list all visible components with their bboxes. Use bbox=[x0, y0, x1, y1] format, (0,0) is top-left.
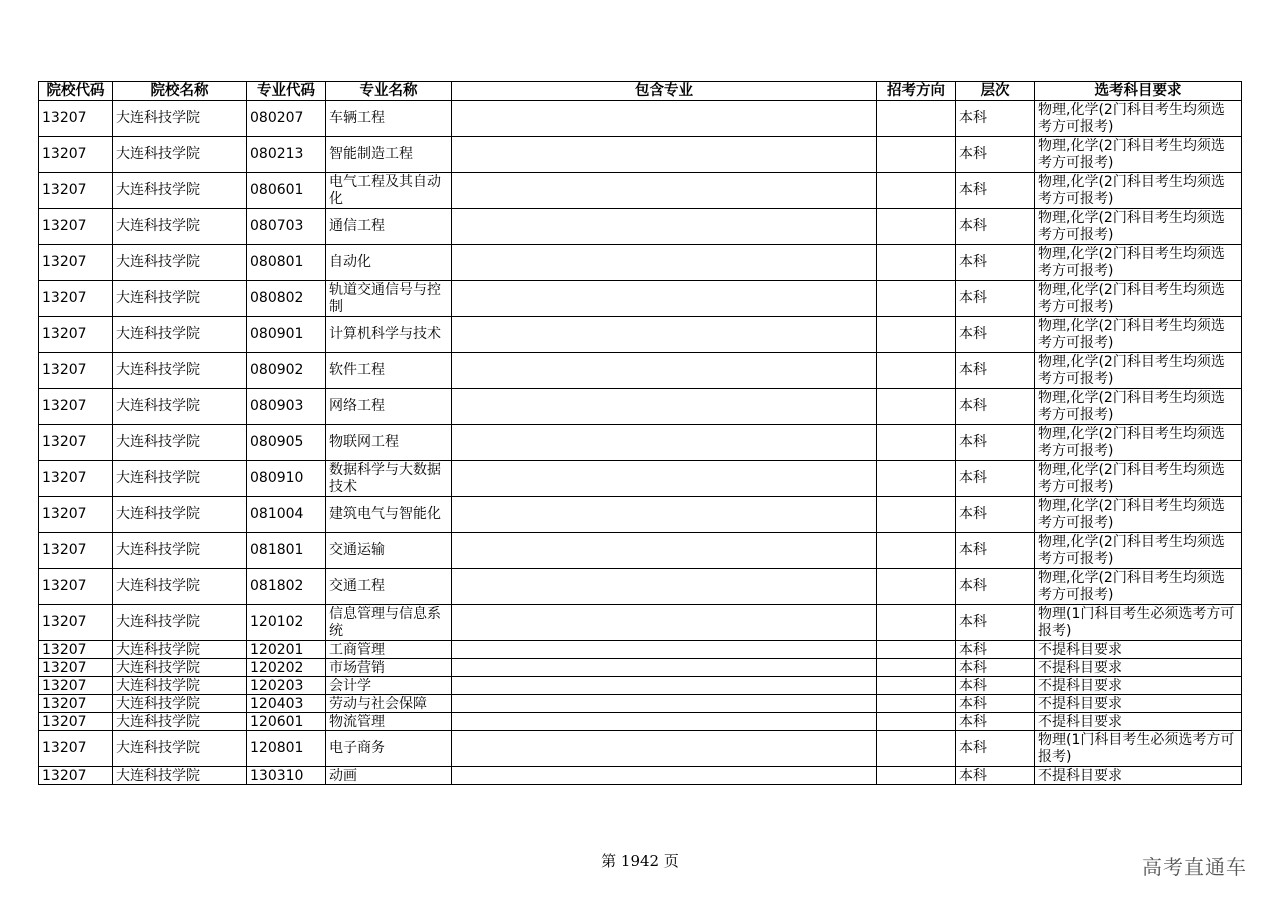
table-row bbox=[39, 281, 1242, 317]
table-row bbox=[39, 659, 1242, 677]
cell-major-name: 电子商务 bbox=[326, 731, 452, 767]
cell-subject-requirement: 不提科目要求 bbox=[1035, 659, 1242, 677]
cell-major-code: 081801 bbox=[247, 533, 326, 569]
cell-level: 本科 bbox=[956, 353, 1035, 389]
cell-major-code: 120201 bbox=[247, 641, 326, 659]
cell-included-majors bbox=[452, 173, 877, 209]
table-row bbox=[39, 173, 1242, 209]
cell-subject-requirement: 物理,化学(2门科目考生均须选考方可报考) bbox=[1035, 461, 1242, 497]
cell-direction bbox=[877, 695, 956, 713]
cell-direction bbox=[877, 353, 956, 389]
cell-included-majors bbox=[452, 137, 877, 173]
cell-subject-requirement: 物理,化学(2门科目考生均须选考方可报考) bbox=[1035, 425, 1242, 461]
table-body bbox=[39, 101, 1242, 785]
header-major-code: 专业代码 bbox=[247, 82, 326, 101]
header-level: 层次 bbox=[956, 82, 1035, 101]
cell-level: 本科 bbox=[956, 209, 1035, 245]
cell-major-name: 网络工程 bbox=[326, 389, 452, 425]
cell-direction bbox=[877, 533, 956, 569]
cell-major-code: 120601 bbox=[247, 713, 326, 731]
cell-level: 本科 bbox=[956, 245, 1035, 281]
cell-school-code: 13207 bbox=[39, 209, 113, 245]
table-row bbox=[39, 137, 1242, 173]
cell-school-name: 大连科技学院 bbox=[113, 767, 247, 785]
cell-major-code: 081802 bbox=[247, 569, 326, 605]
cell-school-code: 13207 bbox=[39, 677, 113, 695]
cell-school-name: 大连科技学院 bbox=[113, 137, 247, 173]
cell-subject-requirement: 物理,化学(2门科目考生均须选考方可报考) bbox=[1035, 569, 1242, 605]
cell-school-code: 13207 bbox=[39, 461, 113, 497]
cell-subject-requirement: 物理(1门科目考生必须选考方可报考) bbox=[1035, 605, 1242, 641]
cell-school-code: 13207 bbox=[39, 767, 113, 785]
page-number: 第 1942 页 bbox=[601, 852, 679, 870]
cell-major-name: 通信工程 bbox=[326, 209, 452, 245]
cell-school-code: 13207 bbox=[39, 389, 113, 425]
cell-included-majors bbox=[452, 389, 877, 425]
cell-major-name: 电气工程及其自动化 bbox=[326, 173, 452, 209]
cell-major-name: 物流管理 bbox=[326, 713, 452, 731]
cell-subject-requirement: 物理,化学(2门科目考生均须选考方可报考) bbox=[1035, 533, 1242, 569]
cell-direction bbox=[877, 101, 956, 137]
cell-level: 本科 bbox=[956, 569, 1035, 605]
cell-subject-requirement: 物理,化学(2门科目考生均须选考方可报考) bbox=[1035, 173, 1242, 209]
cell-major-code: 080902 bbox=[247, 353, 326, 389]
cell-included-majors bbox=[452, 605, 877, 641]
cell-level: 本科 bbox=[956, 281, 1035, 317]
cell-included-majors bbox=[452, 281, 877, 317]
header-included-majors: 包含专业 bbox=[452, 82, 877, 101]
cell-included-majors bbox=[452, 101, 877, 137]
cell-direction bbox=[877, 569, 956, 605]
cell-included-majors bbox=[452, 353, 877, 389]
header-major-name: 专业名称 bbox=[326, 82, 452, 101]
table-row bbox=[39, 695, 1242, 713]
table-row bbox=[39, 353, 1242, 389]
cell-school-name: 大连科技学院 bbox=[113, 677, 247, 695]
table-row bbox=[39, 767, 1242, 785]
cell-major-name: 工商管理 bbox=[326, 641, 452, 659]
cell-level: 本科 bbox=[956, 767, 1035, 785]
cell-school-code: 13207 bbox=[39, 101, 113, 137]
cell-subject-requirement: 物理,化学(2门科目考生均须选考方可报考) bbox=[1035, 101, 1242, 137]
cell-direction bbox=[877, 137, 956, 173]
cell-major-name: 计算机科学与技术 bbox=[326, 317, 452, 353]
cell-school-name: 大连科技学院 bbox=[113, 497, 247, 533]
cell-included-majors bbox=[452, 659, 877, 677]
cell-direction bbox=[877, 461, 956, 497]
cell-subject-requirement: 不提科目要求 bbox=[1035, 641, 1242, 659]
cell-major-name: 信息管理与信息系统 bbox=[326, 605, 452, 641]
cell-major-name: 物联网工程 bbox=[326, 425, 452, 461]
cell-level: 本科 bbox=[956, 713, 1035, 731]
cell-school-name: 大连科技学院 bbox=[113, 425, 247, 461]
cell-major-name: 交通工程 bbox=[326, 569, 452, 605]
cell-school-code: 13207 bbox=[39, 713, 113, 731]
cell-major-name: 自动化 bbox=[326, 245, 452, 281]
cell-major-code: 080703 bbox=[247, 209, 326, 245]
cell-direction bbox=[877, 713, 956, 731]
cell-major-code: 080905 bbox=[247, 425, 326, 461]
cell-direction bbox=[877, 389, 956, 425]
cell-major-code: 080601 bbox=[247, 173, 326, 209]
cell-included-majors bbox=[452, 317, 877, 353]
table-row bbox=[39, 533, 1242, 569]
cell-direction bbox=[877, 281, 956, 317]
cell-subject-requirement: 物理,化学(2门科目考生均须选考方可报考) bbox=[1035, 353, 1242, 389]
table-row bbox=[39, 317, 1242, 353]
cell-direction bbox=[877, 731, 956, 767]
cell-major-code: 120801 bbox=[247, 731, 326, 767]
cell-major-name: 劳动与社会保障 bbox=[326, 695, 452, 713]
cell-direction bbox=[877, 767, 956, 785]
cell-major-code: 120102 bbox=[247, 605, 326, 641]
cell-major-code: 080802 bbox=[247, 281, 326, 317]
cell-level: 本科 bbox=[956, 425, 1035, 461]
cell-level: 本科 bbox=[956, 641, 1035, 659]
cell-subject-requirement: 物理,化学(2门科目考生均须选考方可报考) bbox=[1035, 209, 1242, 245]
cell-school-code: 13207 bbox=[39, 137, 113, 173]
cell-direction bbox=[877, 209, 956, 245]
cell-level: 本科 bbox=[956, 173, 1035, 209]
cell-school-code: 13207 bbox=[39, 281, 113, 317]
cell-school-name: 大连科技学院 bbox=[113, 281, 247, 317]
cell-school-name: 大连科技学院 bbox=[113, 353, 247, 389]
table-row bbox=[39, 461, 1242, 497]
cell-included-majors bbox=[452, 641, 877, 659]
cell-school-name: 大连科技学院 bbox=[113, 317, 247, 353]
cell-included-majors bbox=[452, 731, 877, 767]
cell-major-code: 080207 bbox=[247, 101, 326, 137]
cell-school-code: 13207 bbox=[39, 641, 113, 659]
cell-level: 本科 bbox=[956, 317, 1035, 353]
cell-major-code: 080910 bbox=[247, 461, 326, 497]
cell-subject-requirement: 物理,化学(2门科目考生均须选考方可报考) bbox=[1035, 281, 1242, 317]
cell-subject-requirement: 不提科目要求 bbox=[1035, 713, 1242, 731]
cell-major-code: 080901 bbox=[247, 317, 326, 353]
cell-major-name: 软件工程 bbox=[326, 353, 452, 389]
header-school-code: 院校代码 bbox=[39, 82, 113, 101]
cell-level: 本科 bbox=[956, 659, 1035, 677]
cell-major-name: 智能制造工程 bbox=[326, 137, 452, 173]
cell-school-name: 大连科技学院 bbox=[113, 209, 247, 245]
cell-major-name: 市场营销 bbox=[326, 659, 452, 677]
cell-school-code: 13207 bbox=[39, 425, 113, 461]
cell-major-name: 会计学 bbox=[326, 677, 452, 695]
cell-school-name: 大连科技学院 bbox=[113, 605, 247, 641]
table-row bbox=[39, 677, 1242, 695]
cell-school-name: 大连科技学院 bbox=[113, 173, 247, 209]
cell-level: 本科 bbox=[956, 677, 1035, 695]
cell-major-code: 081004 bbox=[247, 497, 326, 533]
cell-school-code: 13207 bbox=[39, 497, 113, 533]
cell-major-code: 120203 bbox=[247, 677, 326, 695]
cell-school-code: 13207 bbox=[39, 695, 113, 713]
cell-major-code: 080903 bbox=[247, 389, 326, 425]
table-row bbox=[39, 605, 1242, 641]
cell-level: 本科 bbox=[956, 101, 1035, 137]
cell-included-majors bbox=[452, 461, 877, 497]
cell-direction bbox=[877, 173, 956, 209]
cell-school-name: 大连科技学院 bbox=[113, 569, 247, 605]
cell-school-name: 大连科技学院 bbox=[113, 659, 247, 677]
cell-included-majors bbox=[452, 245, 877, 281]
cell-subject-requirement: 物理,化学(2门科目考生均须选考方可报考) bbox=[1035, 137, 1242, 173]
cell-level: 本科 bbox=[956, 695, 1035, 713]
table-row bbox=[39, 569, 1242, 605]
cell-major-code: 120403 bbox=[247, 695, 326, 713]
cell-subject-requirement: 物理,化学(2门科目考生均须选考方可报考) bbox=[1035, 245, 1242, 281]
cell-included-majors bbox=[452, 569, 877, 605]
cell-included-majors bbox=[452, 497, 877, 533]
cell-school-code: 13207 bbox=[39, 533, 113, 569]
cell-school-name: 大连科技学院 bbox=[113, 695, 247, 713]
cell-subject-requirement: 不提科目要求 bbox=[1035, 677, 1242, 695]
cell-subject-requirement: 物理,化学(2门科目考生均须选考方可报考) bbox=[1035, 389, 1242, 425]
table-row bbox=[39, 389, 1242, 425]
cell-subject-requirement: 不提科目要求 bbox=[1035, 767, 1242, 785]
table-row bbox=[39, 245, 1242, 281]
cell-direction bbox=[877, 425, 956, 461]
cell-major-name: 数据科学与大数据技术 bbox=[326, 461, 452, 497]
cell-direction bbox=[877, 659, 956, 677]
cell-school-code: 13207 bbox=[39, 731, 113, 767]
cell-school-name: 大连科技学院 bbox=[113, 713, 247, 731]
cell-major-name: 交通运输 bbox=[326, 533, 452, 569]
cell-major-name: 动画 bbox=[326, 767, 452, 785]
cell-direction bbox=[877, 677, 956, 695]
cell-direction bbox=[877, 605, 956, 641]
cell-school-name: 大连科技学院 bbox=[113, 101, 247, 137]
header-direction: 招考方向 bbox=[877, 82, 956, 101]
cell-major-code: 080801 bbox=[247, 245, 326, 281]
cell-school-code: 13207 bbox=[39, 353, 113, 389]
cell-level: 本科 bbox=[956, 461, 1035, 497]
cell-school-code: 13207 bbox=[39, 569, 113, 605]
cell-included-majors bbox=[452, 209, 877, 245]
table-row bbox=[39, 425, 1242, 461]
cell-included-majors bbox=[452, 677, 877, 695]
table-row bbox=[39, 641, 1242, 659]
cell-school-name: 大连科技学院 bbox=[113, 461, 247, 497]
cell-major-code: 120202 bbox=[247, 659, 326, 677]
cell-direction bbox=[877, 245, 956, 281]
cell-school-code: 13207 bbox=[39, 605, 113, 641]
table-row bbox=[39, 497, 1242, 533]
cell-subject-requirement: 物理(1门科目考生必须选考方可报考) bbox=[1035, 731, 1242, 767]
table-row bbox=[39, 101, 1242, 137]
table-row bbox=[39, 209, 1242, 245]
cell-subject-requirement: 物理,化学(2门科目考生均须选考方可报考) bbox=[1035, 497, 1242, 533]
cell-school-name: 大连科技学院 bbox=[113, 731, 247, 767]
cell-major-code: 080213 bbox=[247, 137, 326, 173]
cell-level: 本科 bbox=[956, 533, 1035, 569]
cell-subject-requirement: 不提科目要求 bbox=[1035, 695, 1242, 713]
header-subject-requirement: 选考科目要求 bbox=[1035, 82, 1242, 101]
cell-subject-requirement: 物理,化学(2门科目考生均须选考方可报考) bbox=[1035, 317, 1242, 353]
cell-included-majors bbox=[452, 425, 877, 461]
cell-level: 本科 bbox=[956, 731, 1035, 767]
cell-major-code: 130310 bbox=[247, 767, 326, 785]
cell-school-code: 13207 bbox=[39, 659, 113, 677]
cell-included-majors bbox=[452, 713, 877, 731]
cell-included-majors bbox=[452, 533, 877, 569]
cell-school-code: 13207 bbox=[39, 245, 113, 281]
cell-level: 本科 bbox=[956, 497, 1035, 533]
table-row bbox=[39, 731, 1242, 767]
cell-school-name: 大连科技学院 bbox=[113, 245, 247, 281]
cell-level: 本科 bbox=[956, 389, 1035, 425]
cell-included-majors bbox=[452, 767, 877, 785]
header-school-name: 院校名称 bbox=[113, 82, 247, 101]
table-row bbox=[39, 713, 1242, 731]
cell-school-code: 13207 bbox=[39, 173, 113, 209]
cell-direction bbox=[877, 641, 956, 659]
table-header-row bbox=[39, 82, 1242, 101]
cell-major-name: 车辆工程 bbox=[326, 101, 452, 137]
cell-major-name: 轨道交通信号与控制 bbox=[326, 281, 452, 317]
cell-school-name: 大连科技学院 bbox=[113, 533, 247, 569]
cell-level: 本科 bbox=[956, 605, 1035, 641]
cell-school-name: 大连科技学院 bbox=[113, 389, 247, 425]
watermark-text: 高考直通车 bbox=[1142, 855, 1247, 879]
cell-school-code: 13207 bbox=[39, 317, 113, 353]
cell-level: 本科 bbox=[956, 137, 1035, 173]
cell-major-name: 建筑电气与智能化 bbox=[326, 497, 452, 533]
cell-included-majors bbox=[452, 695, 877, 713]
cell-school-name: 大连科技学院 bbox=[113, 641, 247, 659]
cell-direction bbox=[877, 497, 956, 533]
admission-requirements-table bbox=[38, 81, 1242, 785]
cell-direction bbox=[877, 317, 956, 353]
